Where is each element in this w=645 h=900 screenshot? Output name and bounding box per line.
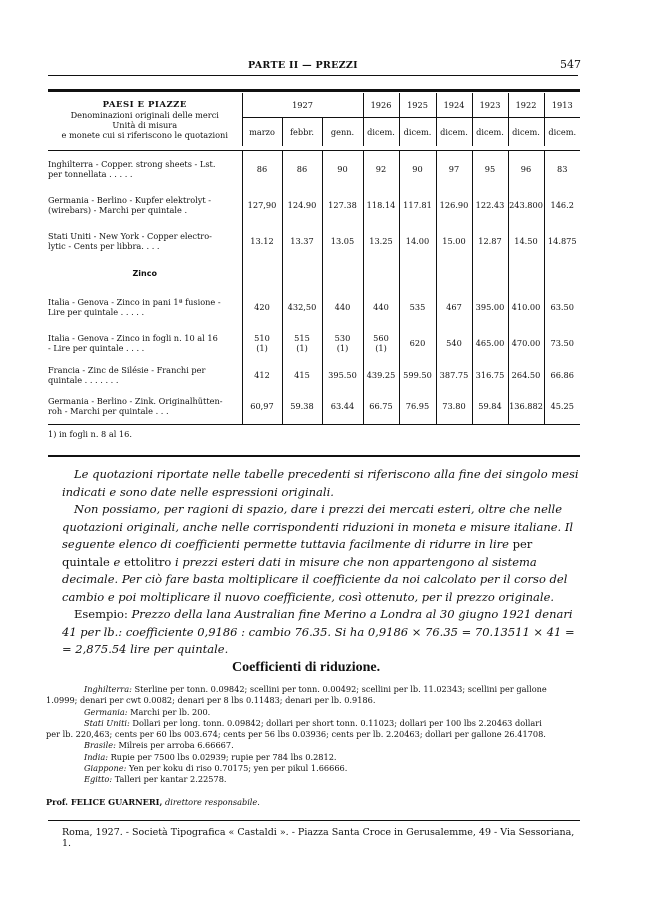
- row-label: [48, 389, 242, 425]
- price-cell: 560 (1): [363, 325, 399, 361]
- coefficient-text: Rupie per 7500 lbs 0.02939; rupie per 784 lbs 0.2812.: [110, 751, 337, 762]
- price-cell: 13.05: [322, 223, 363, 259]
- coefficient-country: Inghilterra:: [84, 684, 132, 694]
- row-label-line: Inghilterra - Copper. strong sheets - Lst.: [48, 158, 216, 169]
- month-heading: dicem.: [363, 118, 399, 147]
- editor-role: direttore responsabile.: [164, 797, 260, 807]
- table-footnote: 1) in fogli n. 8 al 16.: [48, 425, 580, 440]
- price-cell: 60,97: [242, 389, 282, 425]
- price-cell: 13.25: [363, 223, 399, 259]
- price-cell: 530 (1): [322, 325, 363, 361]
- price-cell: 412: [242, 361, 282, 389]
- price-cell: 126.90: [436, 187, 472, 223]
- row-label-line: roh - Marchi per quintale . . .: [48, 406, 169, 417]
- year-heading: 1926: [363, 93, 399, 118]
- coefficients-title: Coefficienti di riduzione.: [232, 660, 381, 675]
- coefficient-text: Sterline per tonn. 0.09842; scellini per tonn. 0.00492; scellini per lb. 11.02343; scellini per gallone: [134, 684, 547, 694]
- page-number: 547: [560, 58, 581, 71]
- coefficient-text: Yen per koku di riso 0.70175; yen per pikul 1.66666.: [128, 763, 348, 774]
- signature: [46, 797, 260, 807]
- price-cell: 127,90: [242, 187, 282, 223]
- table-row: [48, 361, 580, 389]
- price-cell: 73.50: [550, 337, 574, 348]
- price-cell: 415: [282, 361, 322, 389]
- price-cell: 118.14: [363, 187, 399, 223]
- price-cell: 395.50: [322, 361, 363, 389]
- price-table: [48, 93, 580, 439]
- row-label: [48, 223, 242, 259]
- example-text: Prezzo della lana Australian fine Merino a Londra al 30 giugno 1921 denari 41 per lb.: coefficiente 0,9186 : cambio 76.35. Si ha 0,9186 × 76.35 = 70.13511 × 41 = = 2,875.54 lire per quintale.: [62, 607, 575, 656]
- price-cell: 146.2: [550, 199, 574, 210]
- running-header-title: PARTE II — PREZZI: [248, 60, 358, 71]
- stub-heading-line: Denominazioni originali delle merci: [70, 109, 219, 120]
- table-row: [48, 325, 580, 361]
- price-cell: 515 (1): [282, 325, 322, 361]
- month-heading: dicem.: [436, 118, 472, 147]
- price-table-body: [48, 151, 580, 440]
- paragraph-text: e: [113, 554, 121, 569]
- printer-imprint: Roma, 1927. - Società Tipografica « Castaldi ». - Piazza Santa Croce in Gerusalemme, 49 - Via Sessoriana, 1.: [62, 827, 575, 849]
- price-cell: 90: [399, 151, 436, 187]
- coefficients-list: [46, 684, 582, 786]
- price-cell: 117.81: [399, 187, 436, 223]
- paragraph-upright: ettolitro: [123, 554, 172, 569]
- stub-heading-line: Unità di misura: [112, 119, 178, 130]
- coefficient-country: India:: [84, 751, 109, 762]
- month-heading: dicem.: [399, 118, 436, 147]
- price-cell: 95: [472, 151, 508, 187]
- row-label-line: per tonnellata . . . . .: [48, 168, 133, 179]
- section-heading: Zinco: [48, 259, 242, 289]
- price-cell: 73.80: [436, 389, 472, 425]
- price-cell: 124.90: [282, 187, 322, 223]
- row-label-line: - Lire per quintale . . . .: [48, 342, 145, 353]
- price-cell: 127.38: [322, 187, 363, 223]
- coefficient-country: Stati Uniti:: [84, 717, 130, 728]
- price-cell: 90: [322, 151, 363, 187]
- month-heading: dicem.: [508, 118, 544, 147]
- year-heading: 1927: [242, 93, 363, 118]
- table-row: [48, 389, 580, 425]
- price-cell: 243.800: [508, 187, 544, 223]
- row-label: [48, 187, 242, 223]
- price-cell: 13.37: [282, 223, 322, 259]
- paragraph-intro: [62, 466, 582, 501]
- price-cell: 96: [508, 151, 544, 187]
- row-label: [48, 325, 242, 361]
- price-cell: 122.43: [472, 187, 508, 223]
- table-stub-heading: [48, 93, 242, 146]
- row-label-line: quintale . . . . . . .: [48, 374, 119, 385]
- year-heading: 1922: [508, 93, 544, 118]
- month-heading: genn.: [322, 118, 363, 147]
- price-cell: 440: [322, 289, 363, 325]
- row-label-line: Francia - Zinc de Silésie - Franchi per: [48, 364, 206, 375]
- year-heading: 1913: [544, 93, 580, 118]
- table-top-rule: [48, 89, 580, 92]
- price-cell: 97: [436, 151, 472, 187]
- coefficient-line: [46, 763, 582, 774]
- coefficient-text: 1.0999; denari per cwt 0.0082; denari per 8 lbs 0.11483; denari per lb. 0.9186.: [46, 695, 376, 706]
- coefficient-line: [46, 684, 582, 695]
- price-cell: 440: [363, 289, 399, 325]
- price-cell: 470.00: [508, 325, 544, 361]
- paragraph-method: [62, 501, 582, 606]
- row-label: [48, 361, 242, 389]
- price-cell: 86: [242, 151, 282, 187]
- price-cell: 599.50: [399, 361, 436, 389]
- price-cell: 136.882: [508, 389, 544, 425]
- footnote-row: [48, 425, 580, 440]
- paragraph-text: i prezzi esteri dati in misure che non appartengono al sistema decimale. Per ciò fare basta moltiplicare il coefficiente da noi calcolato per il corso del cambio e poi moltiplicare il nuovo coefficiente, così ottenuto, per il prezzo originale.: [62, 554, 568, 604]
- row-label-line: (wirebars) - Marchi per quintale .: [48, 204, 188, 215]
- price-cell: 395.00: [472, 289, 508, 325]
- price-cell: 13.12: [242, 223, 282, 259]
- price-cell: 14.875: [547, 235, 577, 246]
- table-bottom-rule: [48, 455, 580, 457]
- stub-heading-line: e monete cui si riferiscono le quotazioni: [61, 129, 228, 140]
- price-cell: 420: [242, 289, 282, 325]
- price-cell: 14.00: [399, 223, 436, 259]
- coefficient-text: Talleri per kantar 2.22578.: [114, 774, 227, 785]
- editor-name: Prof. FELICE GUARNERI,: [46, 797, 163, 807]
- price-cell: 540: [436, 325, 472, 361]
- price-cell: 59.38: [282, 389, 322, 425]
- price-cell: 66.75: [363, 389, 399, 425]
- row-label-line: Stati Uniti - New York - Copper electro-: [48, 230, 212, 241]
- month-heading: dicem.: [472, 118, 508, 147]
- row-label-line: Italia - Genova - Zinco in pani 1ª fusione -: [48, 296, 221, 307]
- price-cell: 76.95: [399, 389, 436, 425]
- price-cell: 66.86: [550, 369, 574, 380]
- header-rule: [48, 75, 578, 76]
- year-heading: 1925: [399, 93, 436, 118]
- year-heading: 1924: [436, 93, 472, 118]
- price-cell: 15.00: [436, 223, 472, 259]
- coefficient-line: [46, 695, 582, 706]
- price-cell: 535: [399, 289, 436, 325]
- price-cell: 316.75: [472, 361, 508, 389]
- price-cell: 264.50: [508, 361, 544, 389]
- coefficient-text: per lb. 220,463; cents per 60 lbs 003.674; cents per 56 lbs 0.03936; cents per lb. 2.20463; dollari per gallone 26.41708.: [46, 729, 546, 740]
- price-cell: 45.25: [550, 401, 574, 412]
- price-cell: 14.50: [508, 223, 544, 259]
- coefficient-line: [46, 774, 582, 785]
- coefficient-text: Marchi per lb. 200.: [130, 706, 211, 717]
- table-row: [48, 187, 580, 223]
- paragraph-text: Non possiamo, per ragioni di spazio, dare i prezzi dei mercati esteri, oltre che nelle quotazioni originali, anche nelle corrispondenti riduzioni in moneta e misure italiane. Il seguente elenco di coefficienti permette tuttavia facilmente di ridurre in lire: [62, 502, 574, 551]
- table-row: [48, 289, 580, 325]
- price-cell: 59.84: [472, 389, 508, 425]
- coefficient-line: [46, 752, 582, 763]
- price-cell: 63.44: [322, 389, 363, 425]
- stub-heading-line: PAESI E PIAZZE: [102, 99, 187, 110]
- coefficient-country: Germania:: [84, 706, 128, 717]
- month-heading: marzo: [242, 118, 282, 147]
- imprint-rule: [48, 820, 580, 821]
- price-cell: 92: [363, 151, 399, 187]
- month-heading: dicem.: [548, 127, 577, 137]
- price-cell: 86: [282, 151, 322, 187]
- example-label: Esempio:: [74, 607, 128, 621]
- price-cell: 63.50: [550, 301, 574, 312]
- paragraph-example: [62, 606, 582, 659]
- price-cell: 83: [557, 163, 568, 174]
- price-cell: 387.75: [436, 361, 472, 389]
- paragraph-upright: per quintale: [62, 537, 533, 569]
- table-row: [48, 223, 580, 259]
- coefficient-text: Dollari per long. tonn. 0.09842; dollari per short tonn. 0.11023; dollari per 100 lbs 2.20463 dollari: [132, 717, 542, 728]
- price-cell: 467: [436, 289, 472, 325]
- coefficient-country: Brasile:: [84, 740, 116, 751]
- coefficient-country: Giappone:: [84, 763, 127, 774]
- coefficient-line: [46, 729, 582, 740]
- paragraph-text: Le quotazioni riportate nelle tabelle precedenti si riferiscono alla fine dei singolo mesi indicati e sono date nelle espressioni originali.: [62, 467, 579, 499]
- month-heading: febbr.: [282, 118, 322, 147]
- row-label-line: Germania - Berlino - Kupfer elektrolyt -: [48, 194, 212, 205]
- row-label-line: lytic - Cents per libbra. . . .: [48, 240, 160, 251]
- coefficient-line: [46, 718, 582, 729]
- coefficient-line: [46, 740, 582, 751]
- table-row: [48, 151, 580, 187]
- row-label-line: Italia - Genova - Zinco in fogli n. 10 al 16: [48, 332, 218, 343]
- price-cell: 465.00: [472, 325, 508, 361]
- price-cell: 510 (1): [242, 325, 282, 361]
- coefficient-text: Milreis per arroba 6.66667.: [118, 740, 234, 751]
- row-label: [48, 289, 242, 325]
- price-cell: 410.00: [508, 289, 544, 325]
- row-label: [48, 151, 242, 187]
- price-cell: 439.25: [363, 361, 399, 389]
- price-cell: 432,50: [282, 289, 322, 325]
- coefficient-country: Egitto:: [84, 774, 113, 785]
- price-cell: 12.87: [472, 223, 508, 259]
- section-row: [48, 259, 580, 289]
- row-label-line: Germania - Berlino - Zink. Originalhütten-: [48, 396, 223, 407]
- row-label-line: Lire per quintale . . . . .: [48, 306, 145, 317]
- year-heading: 1923: [472, 93, 508, 118]
- price-cell: 620: [399, 325, 436, 361]
- coefficient-line: [46, 707, 582, 718]
